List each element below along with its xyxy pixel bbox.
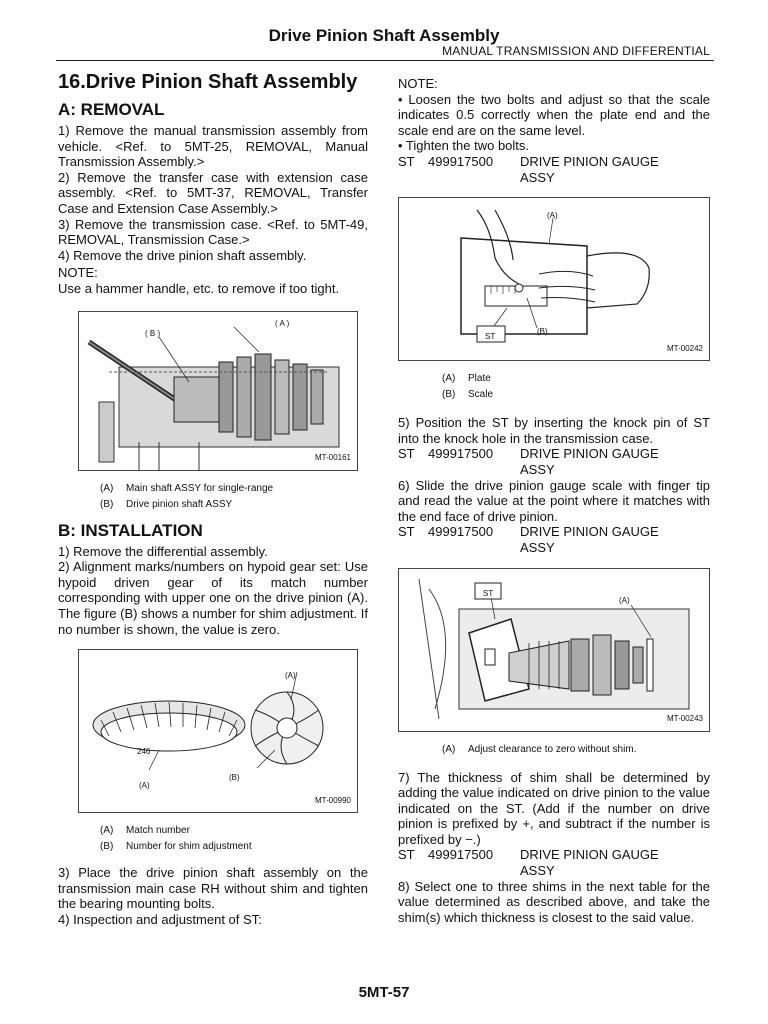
fig1-legend	[100, 481, 368, 513]
fig1-id: MT-00161	[314, 452, 351, 462]
section-title: 16.Drive Pinion Shaft Assembly	[58, 71, 358, 93]
fig3-label-b: (B)	[537, 327, 548, 337]
fig1-legend-text-b: Drive pinion shaft ASSY	[126, 498, 233, 510]
hypoid-gear-drawing	[79, 650, 357, 812]
st-line-1-num: 499917500	[428, 153, 494, 169]
fig2-legend	[100, 823, 368, 855]
fig2-legend-key-a: (A)	[100, 825, 114, 837]
st-line-3	[398, 524, 710, 540]
st-line-3b	[398, 540, 710, 556]
st-line-3-st: ST	[398, 524, 415, 540]
right-note-item-2: • Tighten the two bolts.	[398, 138, 530, 154]
fig2-id: MT-00990	[314, 795, 351, 805]
st-line-1-name: DRIVE PINION GAUGE	[520, 153, 659, 169]
note-label: NOTE:	[58, 265, 98, 281]
fig3-legend-text-b: Scale	[468, 389, 494, 401]
right-column	[398, 76, 710, 925]
figure-hypoid-gear	[78, 649, 358, 813]
st-line-3-name: DRIVE PINION GAUGE	[520, 524, 659, 540]
fig2-label-b: (B)	[229, 773, 240, 783]
step-6: 6) Slide the drive pinion gauge scale with finger tip and read the value at the point where it matches with the end face of drive pinion.	[398, 477, 710, 524]
fig3-label-st: ST	[485, 332, 496, 342]
figure-gauge-plate	[398, 197, 710, 361]
step-5: 5) Position the ST by inserting the knock pin of ST into the knock hole in the transmission case.	[398, 415, 710, 446]
install-step-2: 2) Alignment marks/numbers on hypoid gear set: Use hypoid driven gear of its match number corresponding with upper one on the drive pinion (A). The figure (B) shows a number for shim adjustment. If no number is shown, the value is zero.	[58, 559, 368, 637]
fig2-legend-text-b: Number for shim adjustment	[126, 841, 252, 853]
header-divider	[56, 60, 714, 61]
removal-step-1: 1) Remove the manual transmission assembly from vehicle. <Ref. to 5MT-25, REMOVAL, Manual Transmission Assembly.>	[58, 123, 368, 170]
fig2-legend-key-b: (B)	[100, 841, 114, 853]
st-line-2	[398, 446, 710, 462]
install-step-1: 1) Remove the differential assembly.	[58, 543, 268, 559]
figure-gauge-in-case	[398, 568, 710, 732]
st-line-4b	[398, 863, 710, 879]
install-step-4: 4) Inspection and adjustment of ST:	[58, 911, 262, 927]
st-line-3-num: 499917500	[428, 524, 494, 540]
st-line-1-st: ST	[398, 153, 415, 169]
left-column	[58, 70, 368, 927]
fig2-gear-number: 246	[137, 747, 151, 757]
st-line-1	[398, 154, 710, 170]
st-line-4-num: 499917500	[428, 847, 494, 863]
figure-main-shaft	[78, 311, 358, 471]
gauge-in-case-drawing	[399, 569, 709, 731]
fig2-legend-text-a: Match number	[126, 825, 190, 837]
fig1-legend-key-b: (B)	[100, 498, 114, 510]
st-line-1b	[398, 170, 710, 186]
st-line-2-name2: ASSY	[520, 461, 555, 477]
fig3-legend-text-a: Plate	[468, 373, 491, 385]
removal-step-2: 2) Remove the transfer case with extension case assembly. <Ref. to 5MT-37, REMOVAL, Transfer Case and Extension Case Assembly.>	[58, 169, 368, 216]
fig4-legend	[442, 742, 710, 758]
main-shaft-drawing	[79, 312, 357, 470]
fig3-id: MT-00242	[666, 343, 703, 353]
note-text: Use a hammer handle, etc. to remove if too tight.	[58, 280, 340, 296]
fig4-label-st: ST	[483, 588, 494, 598]
fig2-label-a-top: (A)	[285, 671, 296, 681]
fig3-legend-key-b: (B)	[442, 389, 456, 401]
step-7: 7) The thickness of shim shall be determined by adding the value indicated on drive pinion to the value indicated on the ST. (Add if the number on drive pinion is prefixed by +, and subtract if the number is prefixed by −.)	[398, 769, 710, 847]
st-line-4-name: DRIVE PINION GAUGE	[520, 847, 659, 863]
st-line-4-st: ST	[398, 847, 415, 863]
fig1-legend-key-a: (A)	[100, 482, 114, 494]
fig4-legend-key-a: (A)	[442, 743, 456, 755]
page-header-subtitle: MANUAL TRANSMISSION AND DIFFERENTIAL	[442, 44, 710, 58]
fig1-label-b: ( B )	[145, 328, 161, 338]
removal-step-3: 3) Remove the transmission case. <Ref. to 5MT-49, REMOVAL, Transmission Case.>	[58, 216, 368, 248]
fig4-id: MT-00243	[666, 713, 703, 723]
fig4-label-a: (A)	[619, 595, 630, 605]
right-note-label: NOTE:	[398, 76, 438, 91]
fig1-label-a: ( A )	[275, 318, 290, 328]
fig4-legend-text-a: Adjust clearance to zero without shim.	[468, 743, 637, 755]
fig3-legend-key-a: (A)	[442, 373, 456, 385]
st-line-3-name2: ASSY	[520, 539, 555, 555]
fig2-label-a-left: (A)	[139, 781, 150, 791]
fig3-label-a: (A)	[547, 211, 558, 221]
fig1-legend-text-a: Main shaft ASSY for single-range	[126, 482, 274, 494]
fig3-legend	[442, 371, 710, 403]
st-line-1-name2: ASSY	[520, 169, 555, 185]
right-note-item-1: • Loosen the two bolts and adjust so that the scale indicates 0.5 correctly when the plate end and the scale end are on the same level.	[398, 91, 710, 138]
st-line-2-num: 499917500	[428, 446, 494, 462]
st-line-4	[398, 847, 710, 863]
removal-heading: A: REMOVAL	[58, 100, 165, 119]
removal-step-4: 4) Remove the drive pinion shaft assembly.	[58, 247, 307, 263]
st-line-4-name2: ASSY	[520, 863, 555, 879]
st-line-2-st: ST	[398, 446, 415, 462]
installation-heading: B: INSTALLATION	[58, 520, 203, 540]
st-line-2-name: DRIVE PINION GAUGE	[520, 446, 659, 462]
st-line-2b	[398, 462, 710, 478]
page-number: 5MT-57	[358, 984, 410, 1001]
install-step-3: 3) Place the drive pinion shaft assembly on the transmission main case RH without shim and tighten the bearing mounting bolts.	[58, 865, 368, 912]
step-8: 8) Select one to three shims in the next table for the value determined as described above, and take the shim(s) which thickness is closest to the said value.	[398, 878, 710, 925]
page-header-title: Drive Pinion Shaft Assembly	[268, 26, 500, 45]
